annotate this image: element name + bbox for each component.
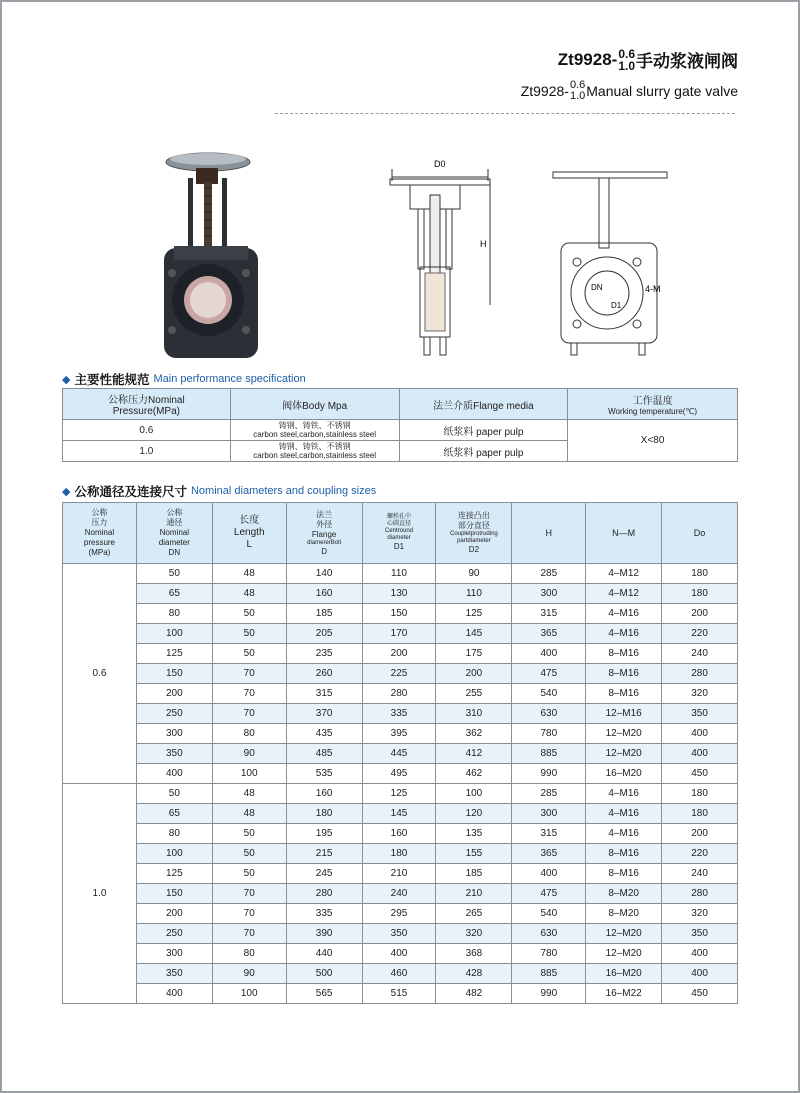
cell-media: 纸浆料 paper pulp — [399, 441, 568, 462]
table-row — [63, 744, 738, 764]
hdr-line: D1 — [393, 542, 405, 551]
table-cell: 315 — [512, 824, 586, 844]
table-cell: 265 — [436, 904, 512, 924]
table-cell: 350 — [136, 964, 212, 984]
table-cell: 445 — [362, 744, 436, 764]
hdr-line: 心圆直径 — [387, 521, 412, 527]
table-cell: 170 — [362, 624, 436, 644]
table-cell: 195 — [286, 824, 362, 844]
table-cell: 390 — [286, 924, 362, 944]
table-cell: 320 — [436, 924, 512, 944]
hdr-line: diamererBolt — [307, 539, 342, 546]
table-cell: 285 — [512, 784, 586, 804]
hdr-line: 部分直径 — [457, 521, 490, 530]
table-cell: 48 — [212, 584, 286, 604]
table-cell: 200 — [662, 824, 738, 844]
table-row — [63, 420, 738, 441]
table-cell: 540 — [512, 904, 586, 924]
front-view-drawing — [545, 158, 675, 363]
table-cell: 462 — [436, 764, 512, 784]
table-row — [63, 604, 738, 624]
table-cell: 48 — [212, 804, 286, 824]
table-cell: 990 — [512, 764, 586, 784]
table-cell: 120 — [436, 804, 512, 824]
table-cell: 335 — [286, 904, 362, 924]
table-cell: 145 — [362, 804, 436, 824]
performance-table — [62, 388, 738, 462]
table-cell: 365 — [512, 844, 586, 864]
table-cell: 90 — [436, 564, 512, 584]
table-cell: 400 — [362, 944, 436, 964]
title-name-cn: 手动浆液闸阀 — [636, 52, 738, 71]
table-cell: 485 — [286, 744, 362, 764]
table-cell: 240 — [362, 884, 436, 904]
table-cell: 70 — [212, 664, 286, 684]
table-cell: 155 — [436, 844, 512, 864]
table-cell: 515 — [362, 984, 436, 1004]
header-h: H — [512, 503, 586, 564]
table-cell: 350 — [662, 924, 738, 944]
table-cell: 280 — [362, 684, 436, 704]
table-row — [63, 684, 738, 704]
table-cell: 475 — [512, 664, 586, 684]
cell-body-en: carbon steel,carbon,stainless steel — [253, 451, 377, 460]
table-cell: 180 — [662, 584, 738, 604]
label-4m: 4-M — [645, 284, 661, 294]
table-row — [63, 704, 738, 724]
hdr-line: 外径 — [316, 519, 333, 529]
title-denominator: 1.0 — [618, 58, 635, 73]
table-row — [63, 764, 738, 784]
table-cell: 240 — [662, 864, 738, 884]
hdr-line: partdiameter — [457, 538, 491, 544]
table-cell: 630 — [512, 924, 586, 944]
header-media: 法兰介质Flange media — [399, 389, 568, 420]
hdr-line: 公称 — [91, 508, 108, 517]
table-cell: 540 — [512, 684, 586, 704]
table-cell: 65 — [136, 804, 212, 824]
table-cell: 220 — [662, 624, 738, 644]
table-cell: 4–M12 — [586, 564, 662, 584]
title-denominator-en: 1.0 — [569, 90, 586, 102]
table-cell: 48 — [212, 564, 286, 584]
table-cell: 50 — [212, 864, 286, 884]
hdr-line: pressure — [83, 538, 115, 547]
table-cell: 220 — [662, 844, 738, 864]
hdr-line: 螺栓孔中 — [387, 514, 412, 520]
table-cell: 630 — [512, 704, 586, 724]
table-cell: 295 — [362, 904, 436, 924]
table-cell: 80 — [212, 944, 286, 964]
table-cell: 780 — [512, 724, 586, 744]
table-cell: 50 — [212, 624, 286, 644]
table-cell: 200 — [136, 904, 212, 924]
hdr-line: (MPa) — [88, 548, 111, 557]
hdr-line: Length — [233, 527, 265, 538]
cell-media: 纸浆料 paper pulp — [399, 420, 568, 441]
table-cell: 100 — [136, 624, 212, 644]
table-cell: 8–M16 — [586, 644, 662, 664]
table-cell: 135 — [436, 824, 512, 844]
table-row — [63, 804, 738, 824]
table-cell: 80 — [136, 604, 212, 624]
table-cell: 200 — [436, 664, 512, 684]
table-cell: 160 — [286, 784, 362, 804]
table-cell: 370 — [286, 704, 362, 724]
header-d2 — [436, 503, 512, 564]
table-row — [63, 664, 738, 684]
table-cell: 70 — [212, 684, 286, 704]
table-cell: 90 — [212, 744, 286, 764]
table-cell: 180 — [662, 564, 738, 584]
table-row — [63, 984, 738, 1004]
table-cell: 8–M16 — [586, 664, 662, 684]
table-cell: 310 — [436, 704, 512, 724]
table-cell: 125 — [136, 644, 212, 664]
cell-pressure: 0.6 — [63, 420, 231, 441]
table-row — [63, 864, 738, 884]
table-cell: 185 — [286, 604, 362, 624]
table-cell: 435 — [286, 724, 362, 744]
diamond-bullet-icon: ◆ — [62, 485, 71, 498]
table-cell: 12–M20 — [586, 924, 662, 944]
table-cell: 400 — [662, 744, 738, 764]
title-model: Zt9928- — [557, 49, 618, 69]
header-nm: N—M — [586, 503, 662, 564]
table-cell: 440 — [286, 944, 362, 964]
table-row — [63, 624, 738, 644]
table-row — [63, 884, 738, 904]
table-cell: 280 — [286, 884, 362, 904]
table-cell: 400 — [662, 724, 738, 744]
table-cell: 315 — [286, 684, 362, 704]
table-cell: 210 — [362, 864, 436, 884]
table-cell: 8–M16 — [586, 844, 662, 864]
table-cell: 90 — [212, 964, 286, 984]
label-d1: D1 — [611, 301, 622, 310]
header-pressure-cn: 公称压力Nominal — [108, 395, 185, 406]
table-cell: 185 — [436, 864, 512, 884]
table-header-row — [63, 389, 738, 420]
table-cell: 500 — [286, 964, 362, 984]
label-dn: DN — [591, 283, 603, 292]
table-cell: 4–M16 — [586, 804, 662, 824]
table-cell: 70 — [212, 704, 286, 724]
table-cell: 50 — [136, 784, 212, 804]
table-cell: 255 — [436, 684, 512, 704]
section-title-cn: 公称通径及连接尺寸 — [74, 485, 187, 499]
table-cell: 300 — [136, 944, 212, 964]
table-cell: 150 — [136, 664, 212, 684]
table-cell: 450 — [662, 764, 738, 784]
hdr-line: 通径 — [166, 518, 183, 527]
table-cell: 200 — [362, 644, 436, 664]
table-cell: 210 — [436, 884, 512, 904]
header-temp-en: Working temperature(℃) — [608, 407, 698, 416]
table-cell: 12–M20 — [586, 724, 662, 744]
table-cell: 140 — [286, 564, 362, 584]
title-numerator: 0.6 — [618, 46, 635, 61]
section-title-en: Main performance specification — [153, 373, 306, 385]
table-cell: 400 — [136, 764, 212, 784]
table-cell: 335 — [362, 704, 436, 724]
header-temperature — [568, 389, 738, 420]
hdr-line: 法兰 — [316, 509, 333, 519]
table-cell: 460 — [362, 964, 436, 984]
table-cell: 565 — [286, 984, 362, 1004]
table-row — [63, 644, 738, 664]
table-cell: 100 — [436, 784, 512, 804]
dimensions-table-body — [63, 564, 738, 1004]
dimensions-table — [62, 502, 738, 1004]
table-cell: 80 — [136, 824, 212, 844]
table-cell: 150 — [362, 604, 436, 624]
table-cell: 368 — [436, 944, 512, 964]
table-cell: 100 — [136, 844, 212, 864]
cell-body-cn: 铸钢、铸铁、不锈钢 — [278, 421, 351, 430]
table-cell: 12–M20 — [586, 944, 662, 964]
header-length — [212, 503, 286, 564]
hdr-line: Coupletprotruding — [450, 531, 498, 537]
table-cell: 240 — [662, 644, 738, 664]
table-cell: 412 — [436, 744, 512, 764]
title-divider — [275, 113, 735, 114]
table-cell: 400 — [136, 984, 212, 1004]
hdr-line: L — [246, 539, 252, 550]
table-cell: 100 — [212, 984, 286, 1004]
cell-body — [230, 441, 399, 462]
table-cell: 70 — [212, 904, 286, 924]
table-header-row — [63, 503, 738, 564]
table-cell: 16–M22 — [586, 984, 662, 1004]
table-cell: 200 — [662, 604, 738, 624]
table-row — [63, 844, 738, 864]
hdr-line: diameter — [387, 535, 411, 541]
cell-temperature: X<80 — [568, 420, 738, 462]
header-temp-cn: 工作温度 — [632, 396, 673, 407]
table-cell: 482 — [436, 984, 512, 1004]
cell-pressure: 1.0 — [63, 784, 137, 1004]
table-cell: 4–M16 — [586, 624, 662, 644]
label-d0: D0 — [434, 159, 446, 169]
table-cell: 780 — [512, 944, 586, 964]
table-cell: 245 — [286, 864, 362, 884]
table-cell: 145 — [436, 624, 512, 644]
label-h: H — [480, 239, 487, 249]
table-cell: 110 — [362, 564, 436, 584]
title-pressure-fraction-en — [570, 80, 585, 102]
table-row — [63, 924, 738, 944]
table-cell: 362 — [436, 724, 512, 744]
section-performance-heading — [62, 370, 306, 388]
table-cell: 48 — [212, 784, 286, 804]
page-title-cn — [558, 47, 738, 72]
table-cell: 180 — [286, 804, 362, 824]
table-cell: 110 — [436, 584, 512, 604]
table-cell: 395 — [362, 724, 436, 744]
hdr-line: 压力 — [91, 518, 108, 527]
hdr-line: Nominal — [84, 528, 115, 537]
table-row — [63, 564, 738, 584]
table-cell: 125 — [436, 604, 512, 624]
diamond-bullet-icon: ◆ — [62, 373, 71, 386]
cell-pressure: 1.0 — [63, 441, 231, 462]
section-title-cn: 主要性能规范 — [74, 373, 150, 387]
table-cell: 990 — [512, 984, 586, 1004]
hdr-line: 连接凸出 — [457, 511, 490, 520]
table-cell: 16–M20 — [586, 964, 662, 984]
table-cell: 4–M16 — [586, 604, 662, 624]
table-row — [63, 964, 738, 984]
table-cell: 160 — [286, 584, 362, 604]
table-cell: 350 — [136, 744, 212, 764]
table-cell: 4–M12 — [586, 584, 662, 604]
table-cell: 350 — [662, 704, 738, 724]
table-cell: 8–M16 — [586, 864, 662, 884]
hdr-line: D2 — [468, 545, 480, 554]
table-cell: 300 — [512, 584, 586, 604]
table-cell: 225 — [362, 664, 436, 684]
table-cell: 285 — [512, 564, 586, 584]
cell-body-en: carbon steel,carbon,stainless steel — [253, 430, 377, 439]
table-cell: 80 — [212, 724, 286, 744]
table-cell: 16–M20 — [586, 764, 662, 784]
table-cell: 280 — [662, 664, 738, 684]
table-cell: 885 — [512, 964, 586, 984]
table-row — [63, 724, 738, 744]
table-cell: 50 — [212, 824, 286, 844]
table-cell: 215 — [286, 844, 362, 864]
hdr-line: DN — [168, 548, 181, 557]
table-cell: 70 — [212, 924, 286, 944]
table-cell: 12–M20 — [586, 744, 662, 764]
table-cell: 250 — [136, 704, 212, 724]
table-cell: 535 — [286, 764, 362, 784]
side-view-drawing — [380, 155, 505, 360]
table-row — [63, 824, 738, 844]
table-cell: 180 — [662, 784, 738, 804]
table-cell: 495 — [362, 764, 436, 784]
hdr-line: Centround — [384, 528, 414, 534]
header-pressure — [63, 389, 231, 420]
table-cell: 160 — [362, 824, 436, 844]
table-cell: 400 — [512, 644, 586, 664]
table-row — [63, 584, 738, 604]
table-cell: 65 — [136, 584, 212, 604]
header-body: 阀体Body Mpa — [230, 389, 399, 420]
table-cell: 320 — [662, 684, 738, 704]
table-cell: 365 — [512, 624, 586, 644]
table-cell: 8–M20 — [586, 904, 662, 924]
table-row — [63, 784, 738, 804]
table-cell: 180 — [362, 844, 436, 864]
page-title-en — [521, 80, 738, 102]
valve-photo — [150, 148, 275, 363]
hdr-line: Nominal — [159, 528, 189, 537]
table-cell: 475 — [512, 884, 586, 904]
table-cell: 400 — [512, 864, 586, 884]
header-d1 — [362, 503, 436, 564]
cell-body — [230, 420, 399, 441]
header-do: Do — [662, 503, 738, 564]
table-cell: 125 — [136, 864, 212, 884]
cell-pressure: 0.6 — [63, 564, 137, 784]
hdr-line: diameter — [158, 538, 190, 547]
title-model-en: Zt9928- — [520, 83, 569, 99]
table-cell: 50 — [212, 644, 286, 664]
title-name-en: Manual slurry gate valve — [586, 83, 738, 99]
header-flange-d — [286, 503, 362, 564]
table-cell: 300 — [136, 724, 212, 744]
table-cell: 200 — [136, 684, 212, 704]
table-cell: 315 — [512, 604, 586, 624]
table-cell: 400 — [662, 964, 738, 984]
table-cell: 280 — [662, 884, 738, 904]
hdr-line: 长度 — [239, 515, 260, 526]
table-cell: 8–M16 — [586, 684, 662, 704]
table-cell: 250 — [136, 924, 212, 944]
table-cell: 4–M16 — [586, 824, 662, 844]
table-cell: 50 — [136, 564, 212, 584]
header-dn — [136, 503, 212, 564]
header-pn — [63, 503, 137, 564]
section-dimensions-heading — [62, 482, 376, 500]
table-cell: 8–M20 — [586, 884, 662, 904]
table-cell: 450 — [662, 984, 738, 1004]
table-cell: 300 — [512, 804, 586, 824]
table-cell: 205 — [286, 624, 362, 644]
table-cell: 180 — [662, 804, 738, 824]
table-cell: 150 — [136, 884, 212, 904]
table-cell: 350 — [362, 924, 436, 944]
table-cell: 130 — [362, 584, 436, 604]
table-cell: 260 — [286, 664, 362, 684]
hdr-line: 公称 — [166, 508, 183, 517]
hdr-line: D — [321, 546, 327, 556]
table-cell: 70 — [212, 884, 286, 904]
table-cell: 125 — [362, 784, 436, 804]
section-title-en: Nominal diameters and coupling sizes — [190, 485, 377, 497]
table-cell: 885 — [512, 744, 586, 764]
header-pressure-en: Pressure(MPa) — [112, 406, 180, 417]
table-row — [63, 944, 738, 964]
table-cell: 4–M16 — [586, 784, 662, 804]
table-cell: 100 — [212, 764, 286, 784]
table-cell: 400 — [662, 944, 738, 964]
table-cell: 175 — [436, 644, 512, 664]
cell-body-cn: 铸钢、铸铁、不锈钢 — [278, 442, 351, 451]
table-cell: 428 — [436, 964, 512, 984]
title-pressure-fraction — [618, 48, 635, 72]
table-cell: 50 — [212, 604, 286, 624]
table-cell: 12–M16 — [586, 704, 662, 724]
table-cell: 320 — [662, 904, 738, 924]
table-cell: 50 — [212, 844, 286, 864]
table-row — [63, 904, 738, 924]
table-cell: 235 — [286, 644, 362, 664]
title-numerator-en: 0.6 — [569, 79, 586, 91]
hdr-line: Flange — [311, 529, 337, 539]
